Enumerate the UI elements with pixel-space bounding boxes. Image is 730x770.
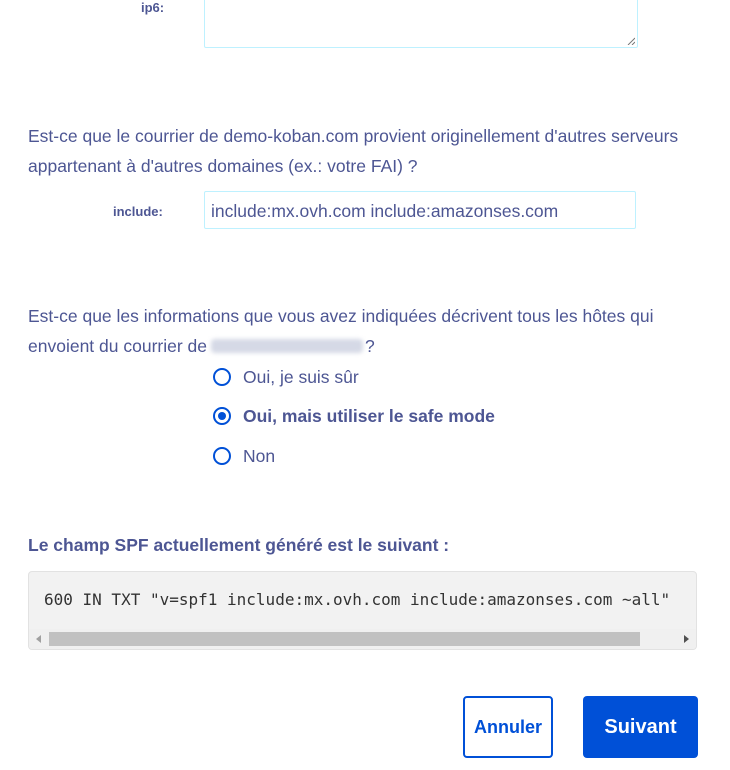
include-question: Est-ce que le courrier de demo-koban.com provient originellement d'autres serveurs appartenant à d'autres domaines (ex.: votre FAI) ? <box>28 126 679 176</box>
radio-option-no[interactable] <box>213 444 275 468</box>
resize-grip-icon[interactable] <box>627 37 635 45</box>
radio-button[interactable] <box>213 447 231 465</box>
radio-label: Oui, mais utiliser le safe mode <box>243 405 495 426</box>
include-input[interactable]: include:mx.ovh.com include:amazonses.com <box>204 191 636 229</box>
spf-heading: Le champ SPF actuellement généré est le suivant : <box>28 535 450 555</box>
horizontal-scrollbar[interactable] <box>29 629 696 649</box>
hosts-question-text: Est-ce que les informations que vous avez indiquées décrivent tous les hôtes qui envoient du courrier de <box>28 306 654 356</box>
ip6-textarea[interactable] <box>204 0 638 48</box>
radio-label: Oui, je suis sûr <box>243 366 359 387</box>
scrollbar-thumb[interactable] <box>49 632 640 646</box>
radio-label: Non <box>243 445 276 466</box>
radio-option-safe-mode[interactable] <box>213 404 495 428</box>
spf-record-box <box>28 571 697 650</box>
cancel-button[interactable]: Annuler <box>463 696 553 758</box>
scroll-left-icon[interactable] <box>36 635 41 643</box>
hosts-question <box>28 301 688 361</box>
radio-button-selected[interactable] <box>213 407 231 425</box>
radio-option-sure[interactable] <box>213 365 359 389</box>
scroll-right-icon[interactable] <box>684 635 689 643</box>
next-button[interactable]: Suivant <box>583 696 698 758</box>
ip6-label: ip6: <box>141 0 165 15</box>
radio-button[interactable] <box>213 368 231 386</box>
include-label: include: <box>113 204 163 219</box>
spf-record: 600 IN TXT "v=spf1 include:mx.ovh.com include:amazonses.com ~all" <box>44 590 671 609</box>
redacted-domain <box>211 339 363 353</box>
hosts-question-suffix: ? <box>365 336 375 356</box>
